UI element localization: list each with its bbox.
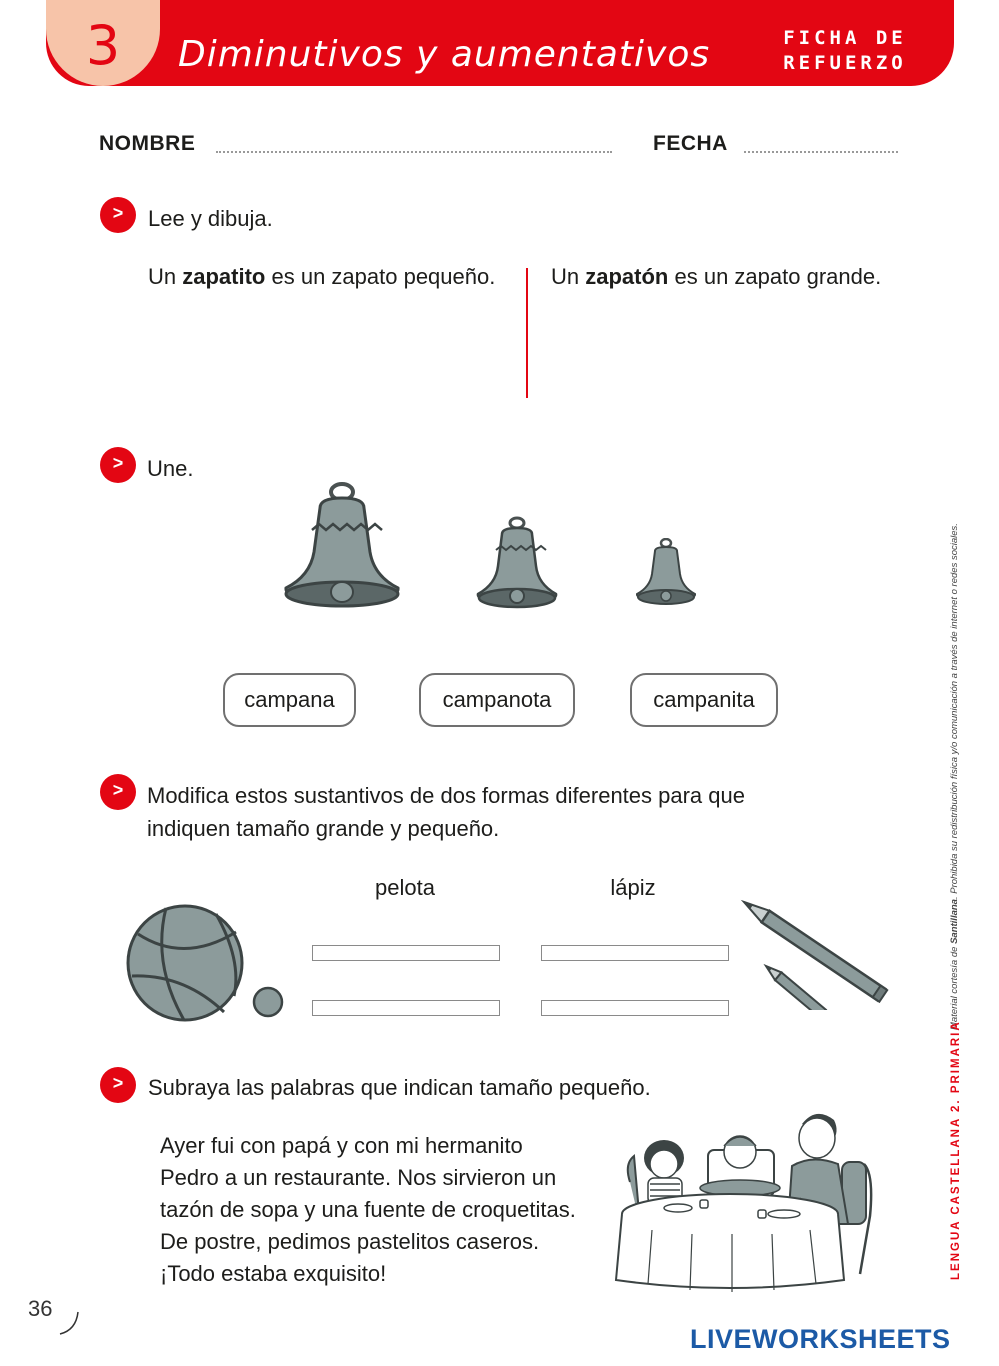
family-restaurant-icon	[612, 1104, 880, 1292]
word-pill-campana[interactable]: campana	[223, 673, 356, 727]
left-sentence-end: es un zapato pequeño.	[265, 264, 496, 289]
exercise3-instruction	[147, 779, 745, 845]
word-pill-campanota[interactable]: campanota	[419, 673, 575, 727]
exercise-marker-1: >	[100, 197, 136, 233]
name-field[interactable]	[216, 151, 612, 153]
name-label: NOMBRE	[99, 132, 196, 155]
exercise3-instruction-line2: indiquen tamaño grande y pequeño.	[147, 816, 500, 841]
sheet-type-line2: REFUERZO	[783, 52, 907, 74]
large-bell-icon	[280, 482, 404, 614]
medium-bell-icon	[474, 516, 560, 612]
sheet-type-label	[760, 26, 930, 76]
exercise-marker-2: >	[100, 447, 136, 483]
liveworksheets-watermark[interactable]: LIVEWORKSHEETS	[690, 1324, 951, 1354]
exercise2-instruction: Une.	[147, 456, 194, 481]
paragraph-line-5[interactable]: ¡Todo estaba exquisito!	[160, 1261, 387, 1286]
exercise-marker-3: >	[100, 774, 136, 810]
left-sentence-start: Un	[148, 264, 183, 289]
date-field[interactable]	[744, 151, 898, 153]
page-number: 36	[28, 1296, 53, 1321]
exercise1-right-sentence	[551, 264, 881, 290]
exercise4-instruction: Subraya las palabras que indican tamaño pequeño.	[148, 1075, 651, 1100]
sheet-type-line1: FICHA DE	[783, 27, 907, 49]
exercise1-left-sentence	[148, 264, 495, 290]
noun-pelota: pelota	[375, 875, 435, 900]
exercise1-divider	[526, 268, 528, 398]
left-sentence-keyword: zapatito	[182, 264, 266, 289]
side-subject-label: LENGUA CASTELLANA 2. PRIMARIA	[950, 1020, 962, 1280]
ball-icon	[124, 904, 288, 1024]
answer-lapiz-large[interactable]	[541, 945, 729, 961]
drawing-area-big-shoe[interactable]	[548, 300, 898, 400]
drawing-area-small-shoe[interactable]	[148, 300, 518, 400]
side-credit-text	[949, 523, 960, 1030]
paragraph-line-3[interactable]: tazón de sopa y una fuente de croquetitas.	[160, 1197, 576, 1222]
word-pill-campanita[interactable]: campanita	[630, 673, 778, 727]
paragraph-line-1[interactable]: Ayer fui con papá y con mi hermanito	[160, 1133, 523, 1158]
noun-lapiz: lápiz	[610, 875, 656, 900]
answer-lapiz-small[interactable]	[541, 1000, 729, 1016]
page-title: Diminutivos y aumentativos	[178, 34, 711, 75]
right-sentence-end: es un zapato grande.	[668, 264, 882, 289]
exercise4-paragraph[interactable]	[160, 1130, 576, 1290]
exercise-marker-4: >	[100, 1067, 136, 1103]
exercise3-instruction-line1: Modifica estos sustantivos de dos formas diferentes para que	[147, 783, 745, 808]
right-sentence-start: Un	[551, 264, 586, 289]
paragraph-line-4[interactable]: De postre, pedimos pastelitos caseros.	[160, 1229, 540, 1254]
credit-start: Material cortesía de	[949, 943, 960, 1030]
exercise1-instruction: Lee y dibuja.	[148, 206, 273, 231]
pencil-icon	[738, 896, 894, 1010]
answer-pelota-small[interactable]	[312, 1000, 500, 1016]
small-bell-icon	[634, 538, 698, 608]
page-corner-curl-icon	[58, 1310, 82, 1336]
unit-number: 3	[85, 14, 121, 77]
credit-brand: Santillana	[949, 899, 960, 944]
date-label: FECHA	[653, 132, 728, 155]
answer-pelota-large[interactable]	[312, 945, 500, 961]
right-sentence-keyword: zapatón	[585, 264, 669, 289]
paragraph-line-2[interactable]: Pedro a un restaurante. Nos sirvieron un	[160, 1165, 557, 1190]
credit-end: . Prohibida su redistribución física y/o comunicación a través de internet o redes sociales.	[949, 523, 960, 900]
